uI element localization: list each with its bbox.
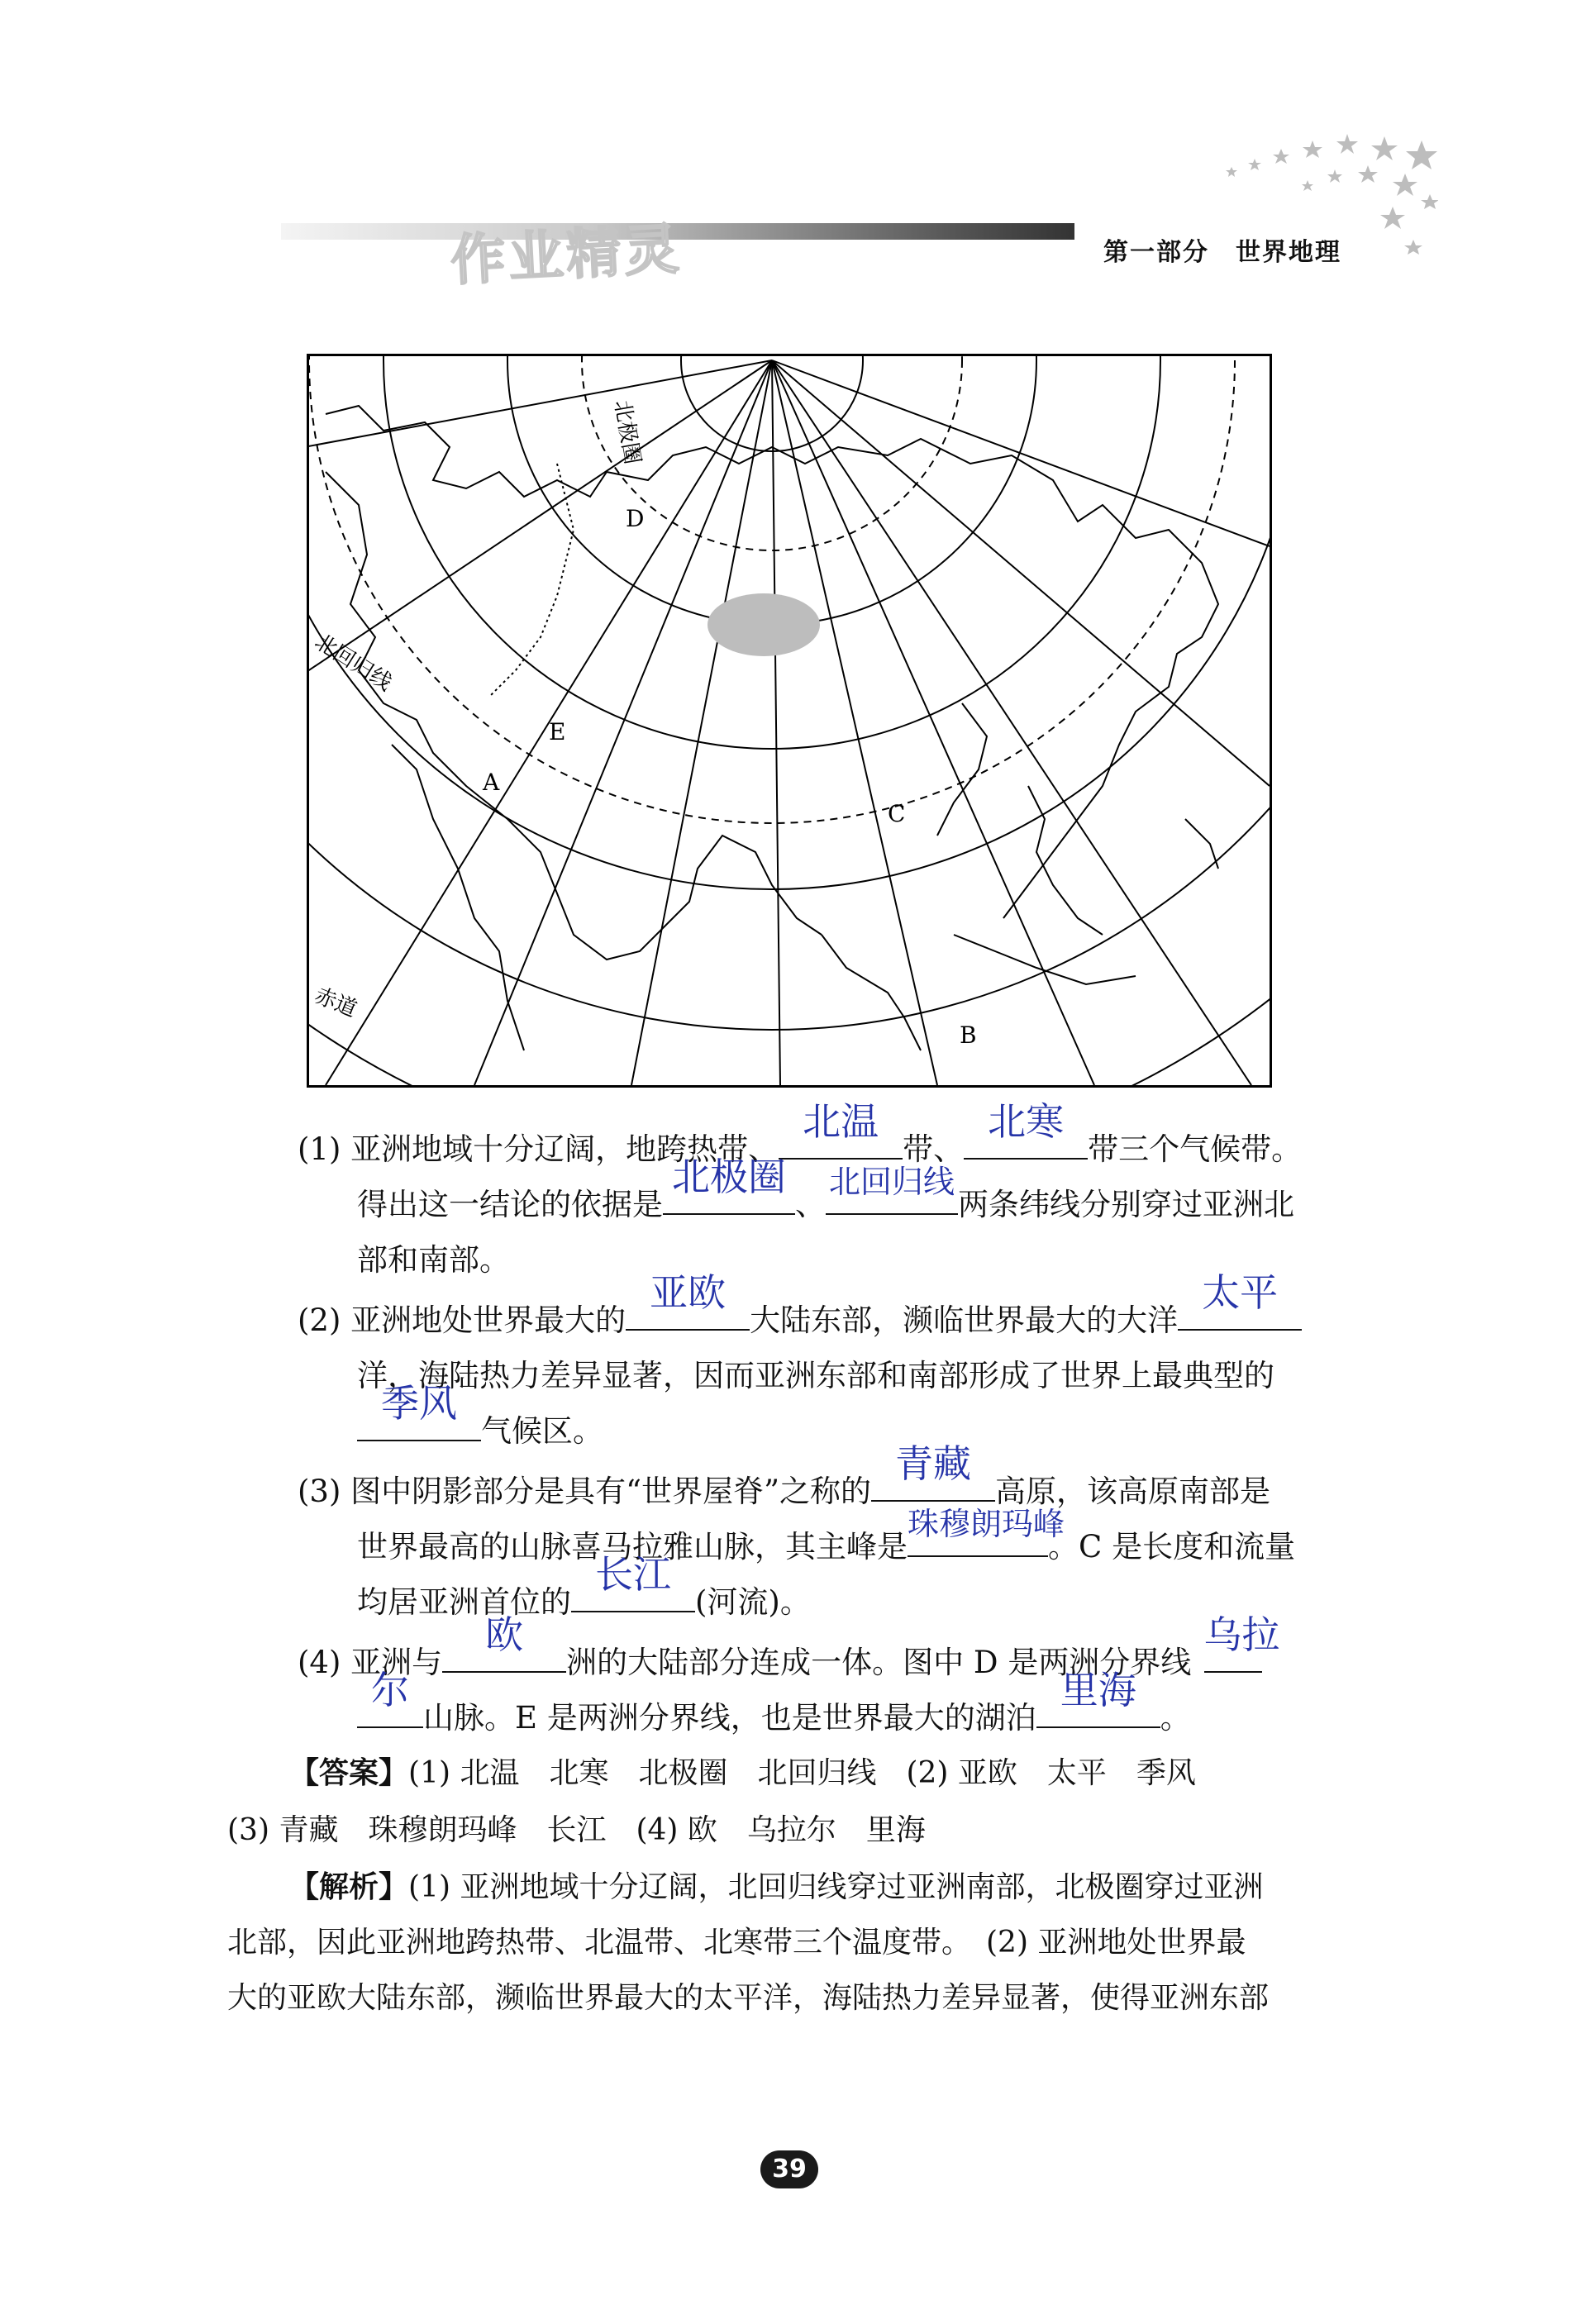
analysis-line2: 北部，因此亚洲地跨热带、北温带、北寒带三个温度带。 (2) 亚洲地处世界最 xyxy=(227,1926,1246,1960)
q2-blank-3 xyxy=(357,1381,481,1441)
meridian-lines xyxy=(309,360,1270,1085)
analysis-line3: 大的亚欧大陆东部，濒临世界最大的太平洋，海陆热力差异显著，使得亚洲东部 xyxy=(227,1981,1270,2015)
q1-handwriting-2: 北寒 xyxy=(988,1099,1065,1144)
q4-line1: (4) 亚洲与 欧 洲的大陆部分连成一体。图中 D 是两洲分界线 乌拉 xyxy=(298,1637,1262,1682)
map-letter-d: D xyxy=(626,505,645,532)
analysis-line1: 【解析】(1) 亚洲地域十分辽阔，北回归线穿过亚洲南部，北极圈穿过亚洲 xyxy=(289,1869,1264,1904)
q4-blank-1 xyxy=(442,1612,566,1673)
q2-line1: (2) 亚洲地处世界最大的 亚欧 大陆东部，濒临世界最大的大洋 太平 xyxy=(298,1295,1302,1340)
q2-blank-2 xyxy=(1178,1270,1302,1331)
page-number: 39 xyxy=(760,2150,818,2188)
q2-handwriting-2: 太平 xyxy=(1202,1270,1279,1315)
q4-line2: 尔 山脉。E 是两洲分界线，也是世界最大的湖泊 里海 。 xyxy=(357,1693,1191,1737)
q1-line3: 部和南部。 xyxy=(357,1242,510,1278)
analysis-tag: 【解析】 xyxy=(289,1869,409,1904)
q1-handwriting-4: 北回归线 xyxy=(828,1164,955,1200)
tibet-plateau-shade xyxy=(707,593,820,656)
q3-handwriting-1: 青藏 xyxy=(895,1441,972,1486)
answer-line2: (3) 青藏 珠穆朗玛峰 长江 (4) 欧 乌拉尔 里海 xyxy=(227,1813,926,1847)
map-letter-c: C xyxy=(888,800,906,827)
answer-tag: 【答案】 xyxy=(289,1755,409,1790)
q3-line3: 均居亚洲首位的 长江 (河流)。 xyxy=(357,1577,811,1622)
q2-line2: 洋，海陆热力差异显著，因而亚洲东部和南部形成了世界上最典型的 xyxy=(357,1358,1274,1393)
parallel-lines xyxy=(309,356,1270,1085)
label-tropic-cancer: 北回归线 xyxy=(310,629,397,697)
q2-handwriting-1: 亚欧 xyxy=(650,1270,727,1315)
asia-map-figure xyxy=(309,356,1270,1085)
label-equator: 赤道 xyxy=(311,983,360,1022)
asia-map xyxy=(307,354,1272,1088)
q3-line2: 世界最高的山脉喜马拉雅山脉，其主峰是 珠穆朗玛峰 。C 是长度和流量 xyxy=(357,1522,1295,1566)
q3-blank-3 xyxy=(571,1552,695,1612)
q3-handwriting-2: 珠穆朗玛峰 xyxy=(908,1506,1065,1542)
answer-line1: 【答案】(1) 北温 北寒 北极圈 北回归线 (2) 亚欧 太平 季风 xyxy=(289,1755,1196,1790)
q4-blank-3 xyxy=(1036,1668,1160,1728)
q2-line3: 季风 气候区。 xyxy=(357,1406,603,1450)
label-arctic-circle: 北极圈 xyxy=(609,398,646,467)
q4-handwriting-1: 欧 xyxy=(485,1612,524,1657)
map-letter-e: E xyxy=(549,718,566,745)
map-letter-a: A xyxy=(483,769,500,796)
q4-handwriting-2b: 尔 xyxy=(371,1668,409,1712)
map-letter-b: B xyxy=(960,1022,977,1049)
q1-line1: (1) 亚洲地域十分辽阔，地跨热带、 北温 带、 北寒 带三个气候带。 xyxy=(298,1124,1302,1169)
q1-blank-4 xyxy=(826,1164,958,1215)
ural-boundary xyxy=(491,464,574,695)
q1-handwriting-1: 北温 xyxy=(803,1099,879,1144)
coastlines xyxy=(326,406,1218,1050)
watermark: 作业精灵 xyxy=(449,217,684,293)
q2-blank-1 xyxy=(626,1270,750,1331)
q1-blank-3 xyxy=(663,1155,795,1215)
part-title: 第一部分 世界地理 xyxy=(1103,238,1341,267)
q2-handwriting-3: 季风 xyxy=(381,1381,457,1426)
q4-blank-2b xyxy=(357,1668,423,1728)
q3-blank-1 xyxy=(871,1441,995,1502)
q1-handwriting-3: 北极圈 xyxy=(672,1155,786,1199)
q1-blank-1 xyxy=(779,1099,903,1160)
q3-blank-2 xyxy=(908,1506,1065,1557)
q1-blank-2 xyxy=(964,1099,1088,1160)
q4-handwriting-3: 里海 xyxy=(1060,1668,1136,1712)
q3-line1: (3) 图中阴影部分是具有“世界屋脊”之称的 青藏 高原，该高原南部是 xyxy=(298,1466,1270,1511)
q3-handwriting-3: 长江 xyxy=(595,1552,671,1597)
q1-line2: 得出这一结论的依据是 北极圈 、 北回归线 两条纬线分别穿过亚洲北 xyxy=(357,1179,1294,1224)
q4-handwriting-2a: 乌拉 xyxy=(1203,1612,1280,1657)
q4-blank-2a xyxy=(1203,1612,1280,1673)
